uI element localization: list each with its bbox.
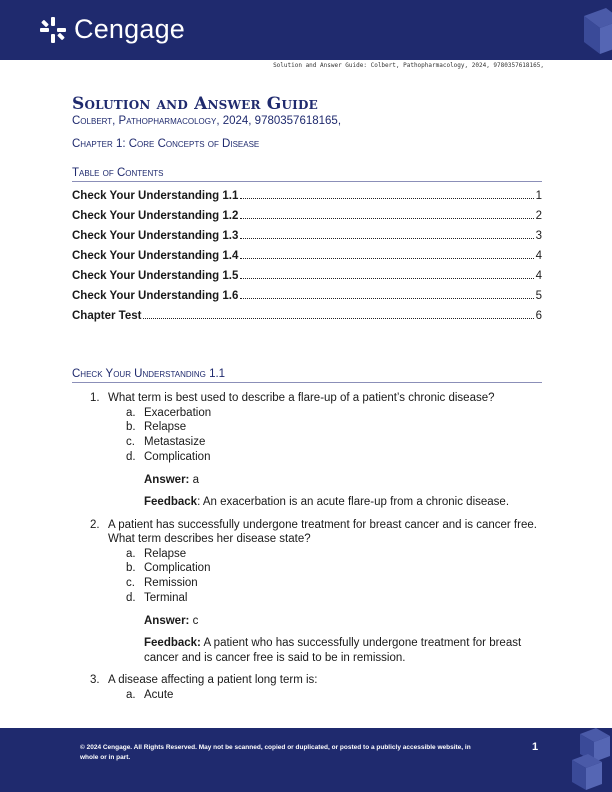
toc-item-page: 2	[535, 210, 542, 222]
toc-item-label: Check Your Understanding 1.4	[72, 250, 239, 262]
option-text: Remission	[144, 577, 198, 590]
option-item	[108, 450, 542, 465]
question-number: 1.	[90, 392, 100, 404]
toc-leader	[240, 198, 533, 199]
running-header: Solution and Answer Guide: Colbert, Pathopharmacology, 2024, 9780357618165,	[273, 62, 544, 69]
question-item	[72, 673, 542, 702]
page-number: 1	[532, 741, 539, 753]
question-list	[72, 391, 542, 703]
toc-item-page: 3	[535, 230, 542, 242]
document-title: Solution and Answer Guide	[72, 94, 318, 114]
toc-item[interactable]	[72, 310, 542, 330]
option-item	[108, 591, 542, 606]
toc-item-page: 4	[535, 270, 542, 282]
document-body	[72, 94, 542, 711]
toc-item[interactable]	[72, 290, 542, 310]
question-number: 3.	[90, 674, 100, 687]
option-letter: a.	[126, 406, 136, 419]
cube-decoration-icon	[566, 728, 612, 792]
feedback-label: Feedback:	[144, 637, 201, 650]
chapter-title: Chapter 1: Core Concepts of Disease	[72, 138, 260, 150]
answer-line	[108, 614, 542, 629]
option-item	[108, 576, 542, 591]
toc-item-page: 1	[535, 190, 542, 202]
question-text: A disease affecting a patient long term is:	[108, 674, 318, 687]
option-text: Metastasize	[144, 436, 206, 449]
toc-item[interactable]	[72, 190, 542, 210]
toc-leader	[240, 238, 533, 239]
option-text: Acute	[144, 688, 174, 701]
feedback-label: Feedback	[144, 496, 198, 509]
section-heading: Check Your Understanding 1.1	[72, 367, 542, 383]
option-letter: d.	[126, 592, 136, 605]
option-letter: a.	[126, 688, 136, 701]
toc-item[interactable]	[72, 210, 542, 230]
toc-item[interactable]	[72, 230, 542, 250]
feedback-text: A patient who has successfully undergone treatment for breast cancer and is cancer free is said to be in remission.	[144, 637, 522, 664]
question-item	[72, 518, 542, 666]
toc-item-label: Check Your Understanding 1.5	[72, 270, 239, 282]
toc-item-label: Check Your Understanding 1.1	[72, 190, 239, 202]
option-letter: c.	[126, 436, 135, 449]
feedback-line	[108, 495, 542, 510]
option-text: Exacerbation	[144, 406, 212, 419]
cube-decoration-icon	[576, 6, 612, 60]
footer-band	[0, 728, 612, 792]
toc-item-page: 6	[535, 310, 542, 322]
option-item	[108, 561, 542, 576]
feedback-line	[108, 636, 542, 665]
question-text: What term is best used to describe a flare-up of a patient’s chronic disease?	[108, 392, 495, 404]
answer-label: Answer:	[144, 473, 190, 486]
table-of-contents	[72, 190, 542, 330]
copyright-notice: © 2024 Cengage. All Rights Reserved. May not be scanned, copied or duplicated, or posted to a publicly accessible website, in whole or in part.	[80, 744, 471, 761]
option-letter: b.	[126, 421, 136, 434]
option-letter: d.	[126, 450, 136, 463]
toc-item-label: Check Your Understanding 1.6	[72, 290, 239, 302]
option-text: Relapse	[144, 547, 187, 560]
answer-line	[108, 473, 542, 488]
toc-leader	[240, 258, 533, 259]
option-letter: a.	[126, 547, 136, 560]
answer-value: c	[192, 614, 199, 627]
option-letter: c.	[126, 577, 135, 590]
option-list	[108, 547, 542, 606]
option-item	[108, 435, 542, 450]
option-list	[108, 406, 542, 465]
header-band	[0, 0, 612, 60]
question-item	[72, 391, 542, 510]
feedback-text: : An exacerbation is an acute flare-up from a chronic disease.	[197, 496, 510, 509]
document-subtitle: Colbert, Pathopharmacology, 2024, 9780357618165,	[72, 115, 342, 127]
option-text: Complication	[144, 562, 211, 575]
question-text: A patient has successfully undergone treatment for breast cancer and is cancer free. What term describes her disease state?	[108, 518, 537, 546]
question-number: 2.	[90, 518, 100, 531]
cengage-mark-icon	[38, 15, 68, 45]
answer-label: Answer:	[144, 614, 190, 627]
option-text: Complication	[144, 450, 211, 463]
cengage-logo	[38, 14, 185, 45]
toc-leader	[143, 318, 533, 319]
option-list	[108, 688, 542, 703]
toc-item-page: 4	[535, 250, 542, 262]
toc-item-label: Chapter Test	[72, 310, 142, 322]
option-item	[108, 688, 542, 703]
option-text: Terminal	[144, 592, 188, 605]
option-letter: b.	[126, 562, 136, 575]
option-item	[108, 547, 542, 562]
answer-value: a	[192, 473, 199, 486]
option-text: Relapse	[144, 421, 187, 434]
toc-heading: Table of Contents	[72, 166, 542, 182]
option-item	[108, 406, 542, 421]
toc-item[interactable]	[72, 250, 542, 270]
toc-leader	[240, 218, 533, 219]
toc-leader	[240, 298, 533, 299]
toc-item-label: Check Your Understanding 1.2	[72, 210, 239, 222]
toc-item-label: Check Your Understanding 1.3	[72, 230, 239, 242]
toc-leader	[240, 278, 533, 279]
toc-item[interactable]	[72, 270, 542, 290]
option-item	[108, 420, 542, 435]
brand-name: Cengage	[74, 14, 185, 44]
toc-item-page: 5	[535, 290, 542, 302]
